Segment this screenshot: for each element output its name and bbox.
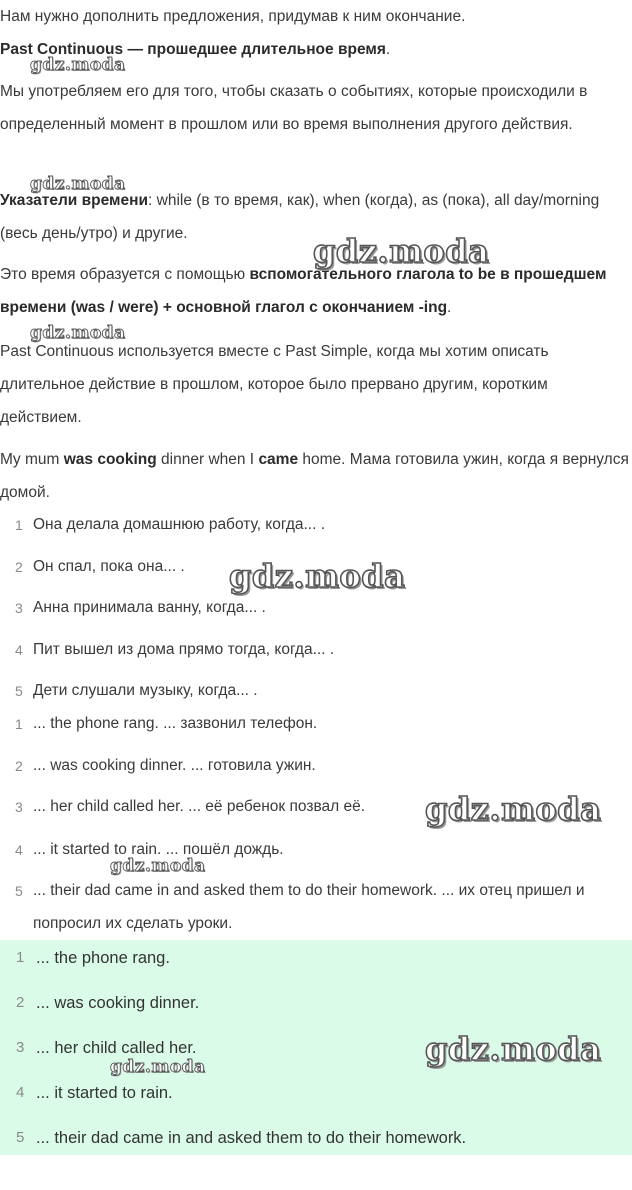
- theory-heading-bold: Past Continuous — прошедшее длительное время: [0, 41, 386, 58]
- ending-text: ... it started to rain. ... пошёл дождь.: [33, 841, 284, 858]
- watermark: gdz.moda: [313, 232, 490, 270]
- time-markers-label: Указатели времени: [0, 192, 149, 209]
- watermark: gdz.moda: [30, 55, 126, 75]
- example-sentence: [0, 443, 630, 509]
- task-text: Анна принимала ванну, когда... .: [33, 599, 266, 616]
- task-number: 1: [15, 517, 23, 533]
- ending-number: 4: [15, 842, 23, 858]
- answer-text: ... their dad came in and asked them to do their homework.: [36, 1129, 467, 1147]
- answer-number: 4: [16, 1084, 25, 1101]
- example-part3: home. Мама готовила ужин, когда я вернулся домой.: [0, 451, 629, 501]
- formation-start: Это время образуется с помощью: [0, 266, 250, 283]
- ending-number: 2: [15, 758, 23, 774]
- task-number: 3: [15, 600, 23, 616]
- task-number: 2: [15, 559, 23, 575]
- theory-usage: Мы употребляем его для того, чтобы сказать о событиях, которые происходили в определенный момент в прошлом или во время выполнения другого действия.: [0, 83, 588, 133]
- ending-text: ... their dad came in and asked them to do their homework. ... их отец пришел и попросил их сделать уроки.: [33, 882, 585, 932]
- answer-number: 1: [16, 949, 25, 966]
- watermark: gdz.moda: [110, 856, 206, 876]
- intro-text: Нам нужно дополнить предложения, придумав к ним окончание.: [0, 8, 466, 25]
- answer-text: ... it started to rain.: [36, 1084, 173, 1102]
- watermark: gdz.moda: [425, 1030, 602, 1068]
- answer-text: ... her child called her.: [36, 1039, 197, 1057]
- with-past-simple: Past Continuous используется вместе с Past Simple, когда мы хотим описать длительное действие в прошлом, которое было прервано другим, коротким действием.: [0, 343, 549, 426]
- ending-text: ... the phone rang. ... зазвонил телефон.: [33, 715, 318, 732]
- watermark: gdz.moda: [30, 174, 126, 194]
- time-markers-text: : while (в то время, как), when (когда), as (пока), all day/morning (весь день/утро) и другие.: [0, 192, 600, 242]
- ending-text: ... her child called her. ... её ребенок позвал её.: [33, 798, 366, 815]
- watermark: gdz.moda: [425, 790, 602, 828]
- task-text: Дети слушали музыку, когда... .: [33, 682, 258, 699]
- ending-number: 3: [15, 799, 23, 815]
- watermark: gdz.moda: [110, 1057, 206, 1077]
- formation-end: .: [447, 299, 452, 316]
- formation-bold: вспомогательного глагола to be в прошедшем времени (was / were) + основной глагол с окончанием -ing: [0, 266, 607, 316]
- task-text: Она делала домашнюю работу, когда... .: [33, 516, 326, 533]
- task-text: Он спал, пока она... .: [33, 558, 185, 575]
- example-bold2: came: [258, 451, 299, 468]
- ending-number: 5: [15, 883, 23, 899]
- watermark: gdz.moda: [30, 323, 126, 343]
- answer-number: 2: [16, 994, 25, 1011]
- answer-number: 5: [16, 1129, 25, 1146]
- ending-number: 1: [15, 716, 23, 732]
- watermark: gdz.moda: [229, 557, 406, 595]
- theory-heading-dot: .: [385, 41, 391, 58]
- answer-text: ... was cooking dinner.: [36, 994, 200, 1012]
- answer-text: ... the phone rang.: [36, 949, 170, 967]
- ending-text: ... was cooking dinner. ... готовила ужин.: [33, 757, 316, 774]
- task-number: 4: [15, 642, 23, 658]
- example-part1: My mum: [0, 451, 64, 468]
- example-bold1: was cooking: [63, 451, 157, 468]
- task-number: 5: [15, 683, 23, 699]
- answer-number: 3: [16, 1039, 25, 1056]
- task-text: Пит вышел из дома прямо тогда, когда... .: [33, 641, 335, 658]
- example-part2: dinner when I: [156, 451, 259, 468]
